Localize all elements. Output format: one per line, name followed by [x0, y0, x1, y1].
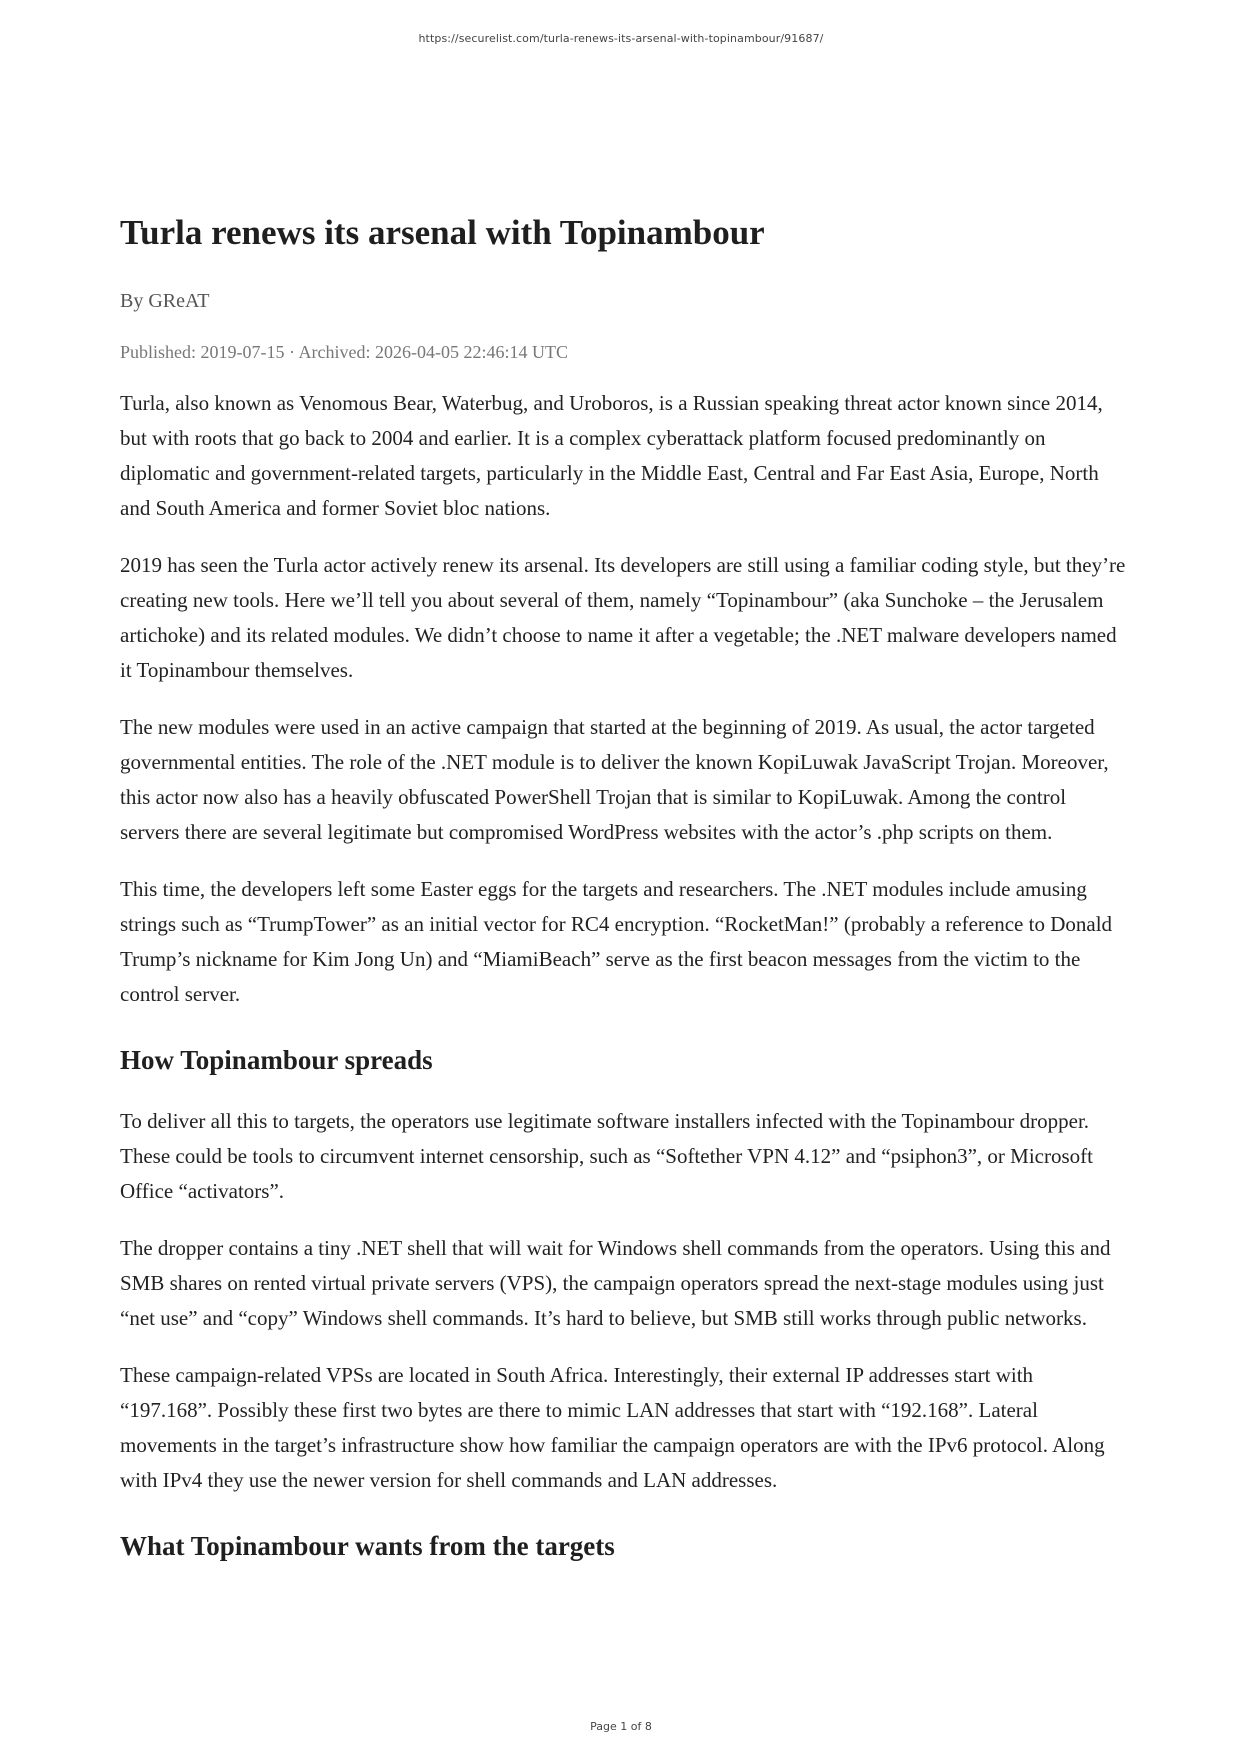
paragraph: To deliver all this to targets, the operators use legitimate software installers infected with the Topinambour dropper. These could be tools to circumvent internet censorship, such as “Softether VPN 4.12” and “psiphon3”, or Microsoft Office “activators”.	[120, 1109, 1093, 1203]
paragraph: Turla, also known as Venomous Bear, Waterbug, and Uroboros, is a Russian speaking threat actor known since 2014, but with roots that go back to 2004 and earlier. It is a complex cyberattack platform focused predominantly on diplomatic and government-related targets, particularly in the Middle East, Central and Far East Asia, Europe, North and South America and former Soviet bloc nations.	[120, 391, 1103, 520]
article-byline: By GReAT	[120, 290, 210, 312]
page-url-header: https://securelist.com/turla-renews-its-arsenal-with-topinambour/91687/	[418, 32, 824, 45]
page-number: Page 1 of 8	[590, 1720, 652, 1733]
article	[120, 212, 1130, 1590]
paragraph: 2019 has seen the Turla actor actively renew its arsenal. Its developers are still using a familiar coding style, but they’re creating new tools. Here we’ll tell you about several of them, namely “Topinambour” (aka Sunchoke – the Jerusalem artichoke) and its related modules. We didn’t choose to name it after a vegetable; the .NET malware developers named it Topinambour themselves.	[120, 553, 1126, 682]
article-meta: Published: 2019-07-15 · Archived: 2026-04-05 22:46:14 UTC	[120, 342, 568, 362]
article-title: Turla renews its arsenal with Topinambour	[120, 213, 765, 252]
paragraph: The dropper contains a tiny .NET shell that will wait for Windows shell commands from the operators. Using this and SMB shares on rented virtual private servers (VPS), the campaign operators spread the next-stage modules using just “net use” and “copy” Windows shell commands. It’s hard to believe, but SMB still works through public networks.	[120, 1236, 1111, 1330]
section-heading: How Topinambour spreads	[120, 1045, 433, 1075]
paragraph: This time, the developers left some Easter eggs for the targets and researchers. The .NET modules include amusing strings such as “TrumpTower” as an initial vector for RC4 encryption. “RocketMan!” (probably a reference to Donald Trump’s nickname for Kim Jong Un) and “MiamiBeach” serve as the first beacon messages from the victim to the control server.	[120, 877, 1113, 1006]
paragraph: These campaign-related VPSs are located in South Africa. Interestingly, their external IP addresses start with “197.168”. Possibly these first two bytes are there to mimic LAN addresses that start with “192.168”. Lateral movements in the target’s infrastructure show how familiar the campaign operators are with the IPv6 protocol. Along with IPv4 they use the newer version for shell commands and LAN addresses.	[120, 1363, 1105, 1492]
paragraph: The new modules were used in an active campaign that started at the beginning of 2019. As usual, the actor targeted governmental entities. The role of the .NET module is to deliver the known KopiLuwak JavaScript Trojan. Moreover, this actor now also has a heavily obfuscated PowerShell Trojan that is similar to KopiLuwak. Among the control servers there are several legitimate but compromised WordPress websites with the actor’s .php scripts on them.	[120, 715, 1109, 844]
section-heading: What Topinambour wants from the targets	[120, 1531, 615, 1561]
